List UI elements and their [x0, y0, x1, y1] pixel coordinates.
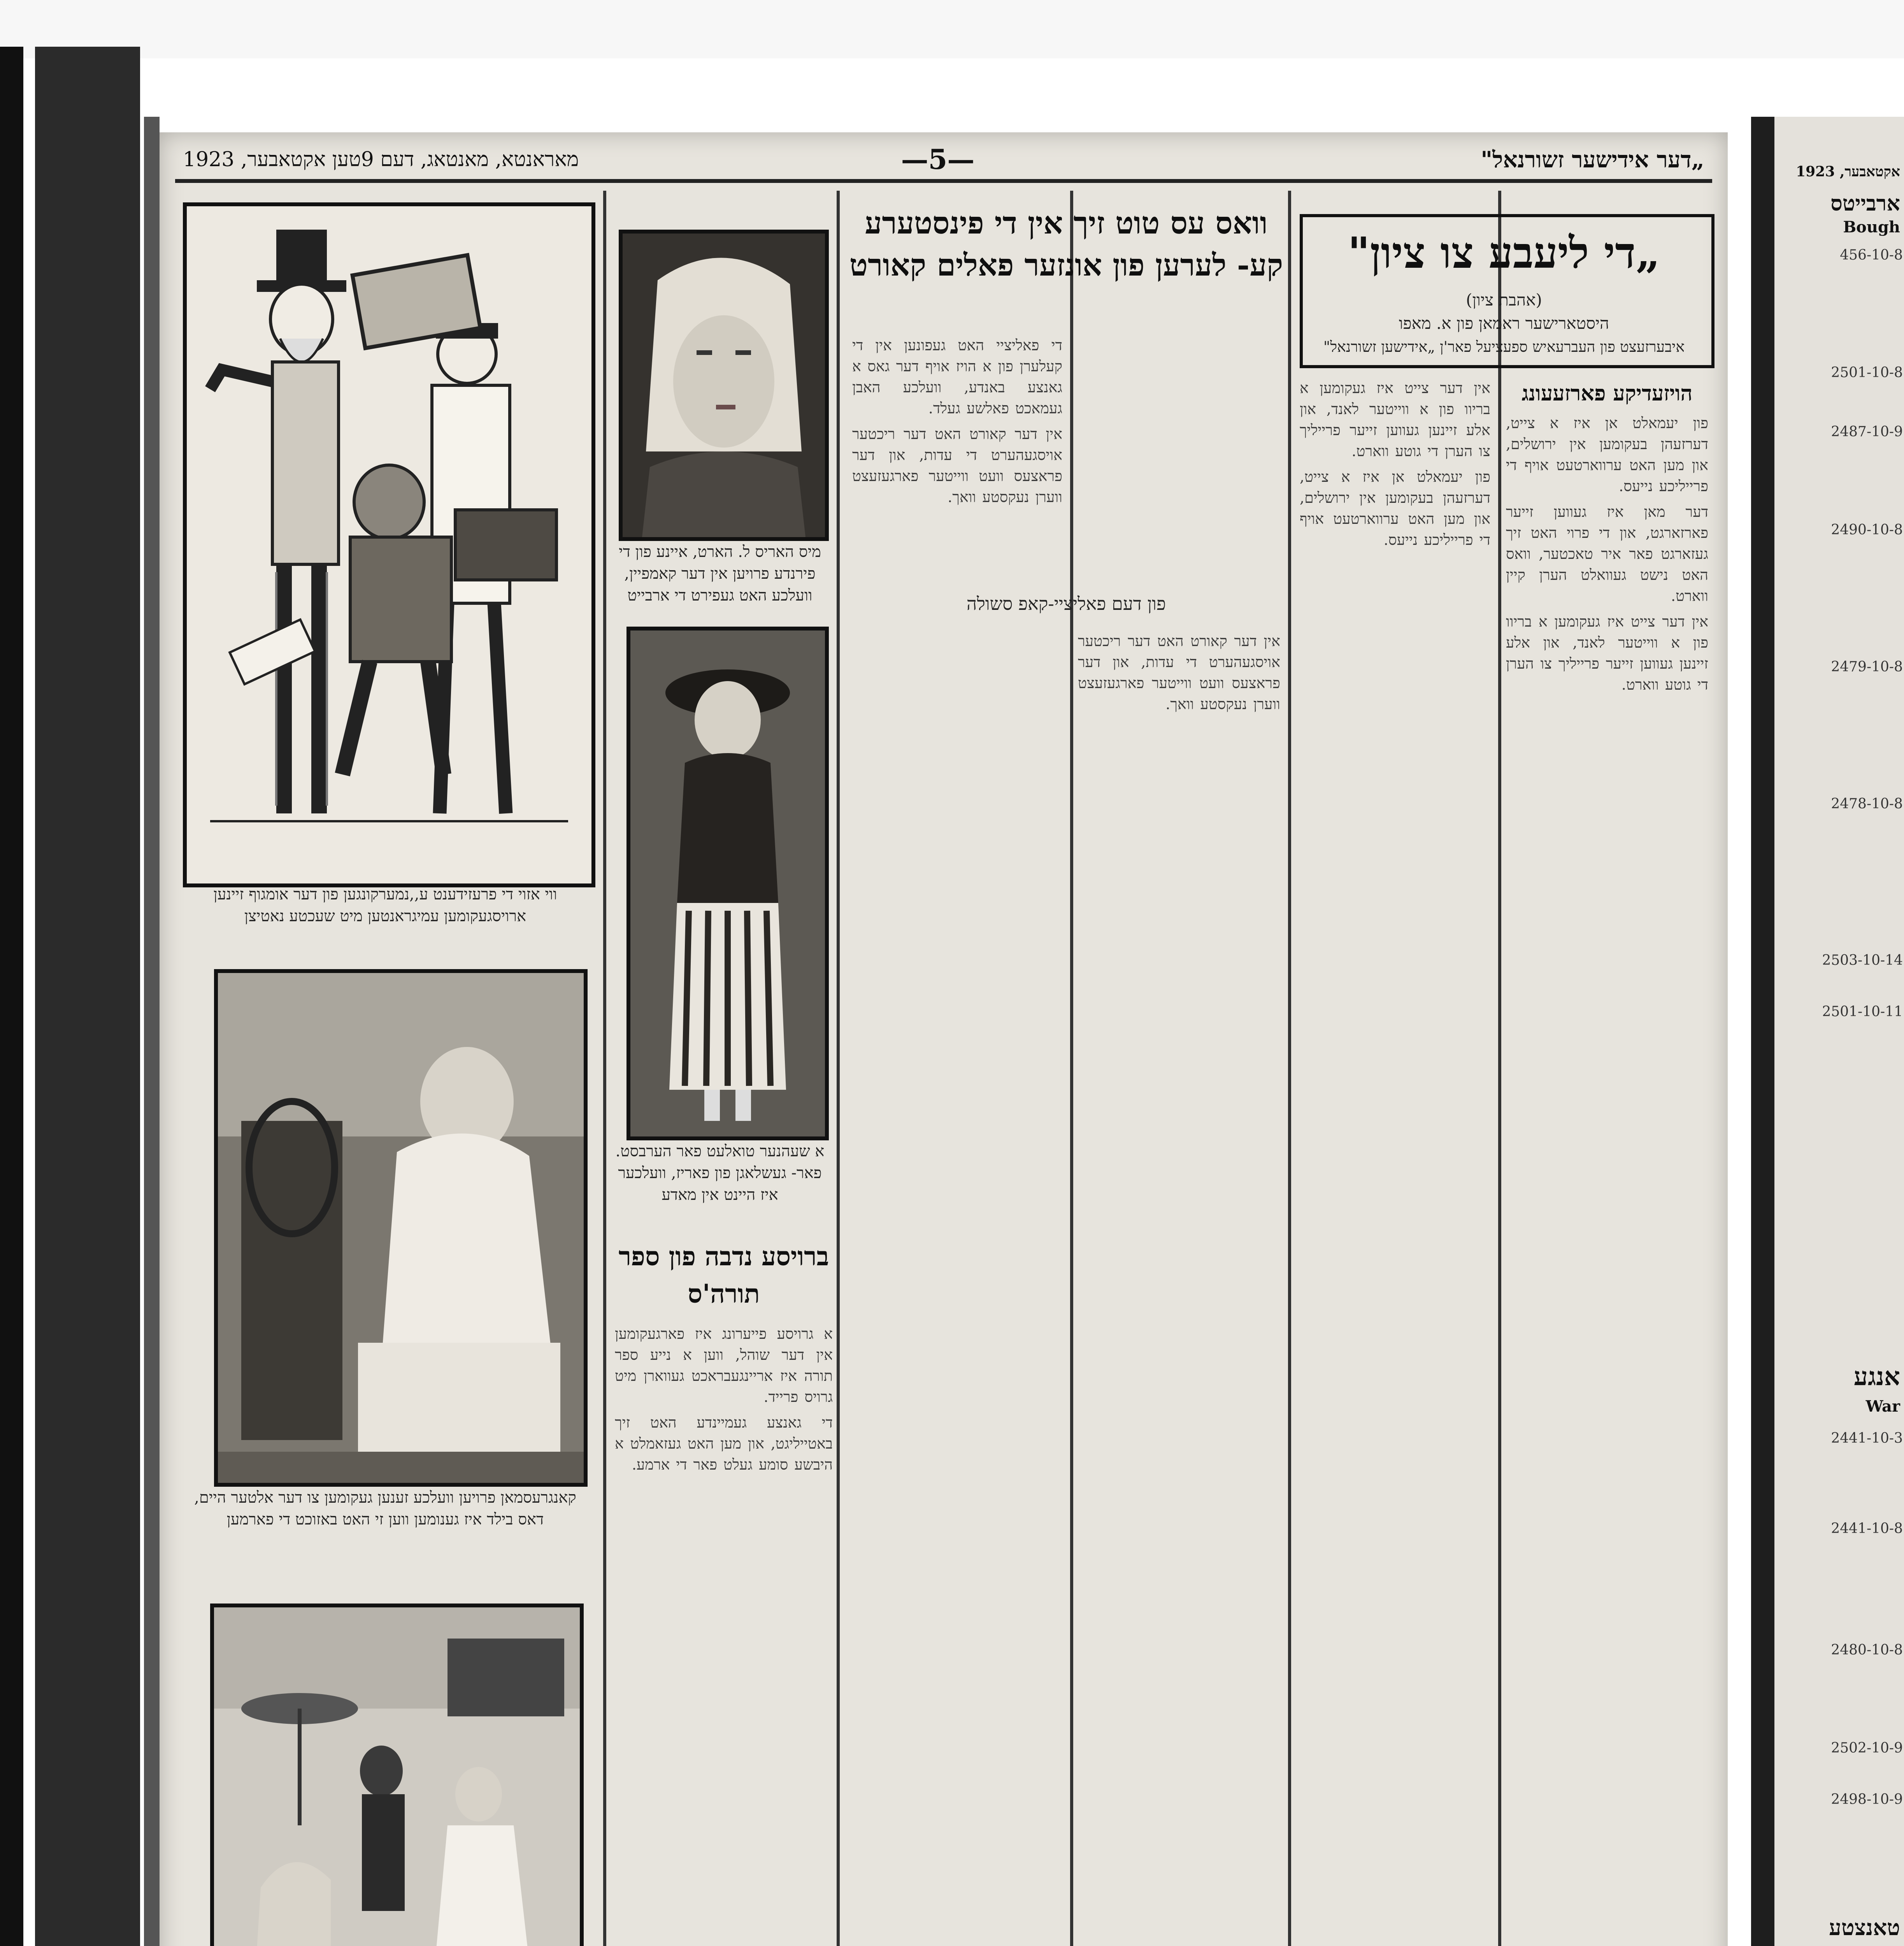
- film-left-edge: [144, 117, 160, 1946]
- ad-code: 2501-10-8: [1831, 365, 1903, 381]
- adjacent-section-heading-1: ארבייטס: [1830, 191, 1900, 216]
- cartoon-caption: ווי אזוי די פרעזידענט ע,,נמערקונגען פון דער אומגוף זיינען ארויסגעקומען עמיגראנטען מיט שעכטע נאטיצן: [213, 885, 557, 925]
- photo-bride-portrait-image: [623, 234, 825, 537]
- paragraph: פון יעמאלט אן איז א צייט, דערזעהן בעקומען אין ירושלים, און מען האט ערווארטעט אויף די פרייליכע נייעס.: [1300, 468, 1490, 548]
- ad-code: 2498-10-9: [1831, 1791, 1903, 1807]
- novel-byline: היסטארישער ראמאן פון א. מאפו: [1399, 314, 1609, 333]
- paragraph: אין דער צייט איז געקומען א בריוו פון א ווייטער לאנד, און אלע זיינען געווען זייער פרייליך צו הערן די גוטע ווארט.: [1300, 379, 1490, 460]
- novel-subtitle: (אהבת ציון): [1466, 290, 1542, 309]
- paragraph: דער מאן איז געווען זייער פארזארגט, און די פרוי האט זיך געזארגט פאר איר טאכטער, וואס האט נישט געוואלט הערן קיין ווארט.: [1506, 503, 1708, 604]
- paragraph: פון יעמאלט אן איז א צייט, דערזעהן בעקומען אין ירושלים, און מען האט ערווארטעט אויף די פרייליכע נייעס.: [1506, 414, 1708, 495]
- photo-seated-woman-caption: מיס האריס ל. הארט, איינע פון די פירנדע פרויען אין דער קאמפיין, וועלכע האט געפירט די ארבייט: [619, 543, 821, 604]
- running-head-paper-name: „דער אידישער זשורנאל": [1481, 146, 1704, 173]
- ad-code: 2490-10-8: [1831, 522, 1903, 538]
- ad-code: 2478-10-8: [1831, 796, 1903, 812]
- film-top-margin: [0, 0, 1904, 58]
- paragraph: אין דער קאורט האט דער ריכטער אויסגעהערט די עדות, און דער פראצעס וועט ווייטער פארגעזעצט ווערן נעקסטע וואך.: [852, 425, 1062, 506]
- column-rule: [1288, 191, 1291, 1946]
- column-rule: [1070, 191, 1073, 1946]
- article-body-torah-scroll: [615, 1323, 833, 1946]
- cartoon-drawing: [187, 206, 591, 883]
- novel-body-left-column: [1300, 378, 1490, 1946]
- political-cartoon: [183, 202, 595, 887]
- photo-seated-woman-large-image: [218, 973, 584, 1483]
- paragraph: אין דער קאורט האט דער ריכטער אויסגעהערט די עדות, און דער פראצעס וועט ווייטער פארגעזעצט ווערן נעקסטע וואך.: [1078, 632, 1280, 713]
- ad-code: 2502-10-9: [1831, 1740, 1903, 1756]
- adjacent-section-heading-1-en: Bough: [1843, 218, 1900, 236]
- adjacent-ads-list-2: [1778, 1428, 1903, 1856]
- paragraph: אין דער צייט איז געקומען א בריוו פון א ווייטער לאנד, און אלע זיינען געווען זייער פרייליך צו הערן די גוטע ווארט.: [1506, 613, 1708, 693]
- headline-torah-scroll: ברויסע נדבה פון ספר תורה'ס: [618, 1241, 829, 1309]
- novel-section-heading: הויזעדיקע פארזעעונג: [1521, 381, 1693, 406]
- photo-woman-fashion-caption: א שעהנער טואלעט פאר הערבסט. פאר- געשלאגן פון פאריז, וועלכער איז היינט אין מאדע: [615, 1142, 825, 1204]
- novel-title: „די ליעבע צו ציון": [1348, 228, 1660, 278]
- film-left-strip: [35, 47, 140, 1946]
- photo-seated-woman-large: [214, 969, 588, 1487]
- running-head-date: מאראנטא, מאנטאג, דעם 9טען אקטאבער, 1923: [183, 148, 579, 171]
- header-rule: [175, 179, 1712, 183]
- paragraph: א גרויסע פייערונג איז פארגעקומען אין דער שוהל, ווען א נייע ספר תורה איז אריינגעבראכט געווארן מיט גרויס פרייד.: [615, 1325, 833, 1405]
- article-body-film-career: [852, 335, 1062, 1946]
- film-left-dark-strip: [0, 47, 23, 1946]
- ad-code: 2480-10-8: [1831, 1642, 1903, 1658]
- article-body-film-career-continued: [1078, 631, 1280, 1946]
- adjacent-page-fragment: [1751, 117, 1904, 1946]
- ad-code: 2479-10-8: [1831, 659, 1903, 675]
- ad-code: 2503-10-14: [1822, 952, 1903, 968]
- adjacent-section-heading-3: טאנצטע: [1829, 1915, 1900, 1941]
- paragraph: די גאנצע געמיינדע האט זיך באטייליגט, און מען האט געזאמלט א היבשע סומע געלט פאר די ארמע.: [615, 1414, 833, 1473]
- headline-film-career: וואס עס טוט זיך אין די פינסטערע קע- לערען פון אונזער פאלים קאורט: [849, 205, 1283, 283]
- adjacent-page-date: אקטאבער, 1923: [1796, 163, 1900, 180]
- paragraph: די פאליציי האט געפונען אין די קעלערן פון א הויז אויף דער גאס א גאנצע באנדע, וועלכע האבן געמאכט פאלשע געלד.: [852, 337, 1062, 417]
- byline-film-career: פון דעם פאליציי-קאפ סשולה: [966, 593, 1166, 614]
- adjacent-section-heading-2-en: War: [1865, 1397, 1900, 1416]
- photo-seated-woman-large-caption: קאנגרעסמאן פרויען וועלכע זענען געקומען צו דער אלטער היים, דאס בילד איז גענומען ווען זי האט באזוכט די פארמען: [194, 1489, 576, 1528]
- ad-code: 2501-10-11: [1822, 1004, 1903, 1020]
- photo-ship-scene-image: [214, 1607, 580, 1946]
- photo-woman-fashion-image: [630, 631, 825, 1136]
- adjacent-ads-list-1: [1778, 245, 1903, 1374]
- ad-code: 2487-10-9: [1831, 424, 1903, 440]
- novel-body-right-column: [1506, 413, 1708, 1946]
- adjacent-page-gutter: [1751, 117, 1774, 1946]
- page-number: —5—: [901, 143, 975, 176]
- adjacent-section-heading-2: אנגע: [1853, 1362, 1900, 1391]
- photo-woman-fashion: [626, 627, 829, 1140]
- column-rule: [1498, 191, 1501, 1946]
- photo-ship-scene: [210, 1604, 584, 1946]
- column-rule: [603, 191, 606, 1946]
- photo-bride-portrait: [619, 230, 829, 541]
- ad-code: 2441-10-3: [1831, 1430, 1903, 1446]
- column-rule: [837, 191, 840, 1946]
- novel-translation-note: איבערזעצט פון העברעאיש ספעציעל פאר'ן „אידישען זשורנאל": [1323, 338, 1685, 355]
- newspaper-page: [160, 132, 1728, 1946]
- ad-code: 2441-10-8: [1831, 1521, 1903, 1537]
- ad-code: 456-10-8: [1840, 247, 1903, 263]
